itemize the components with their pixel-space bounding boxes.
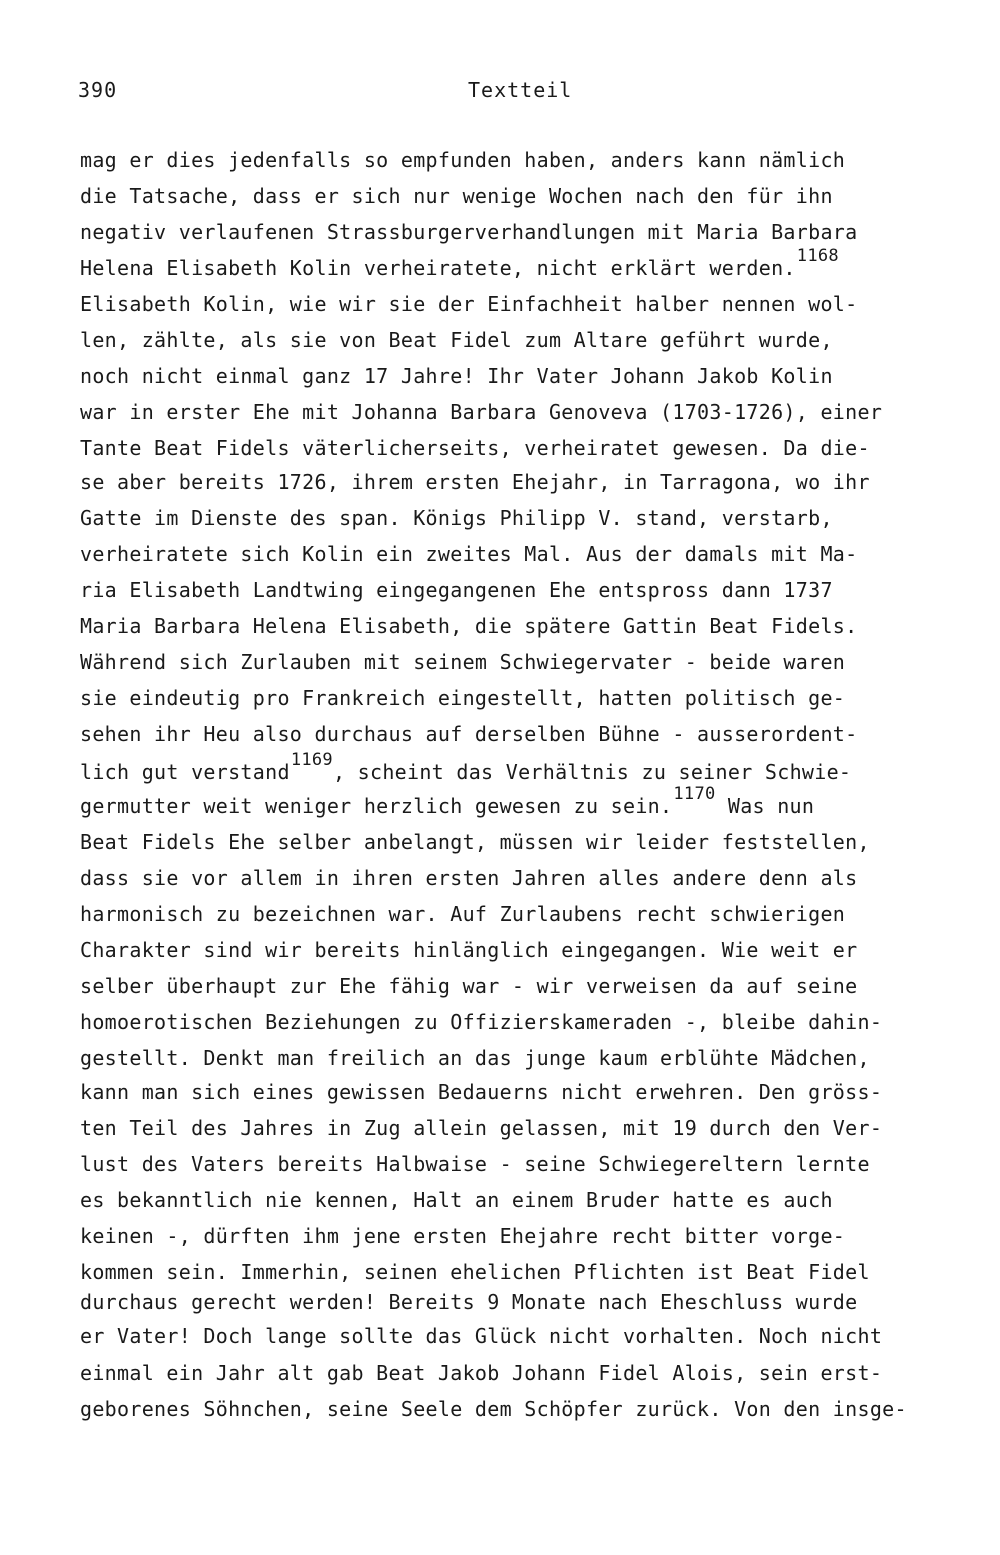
- text-line: kann man sich eines gewissen Bedauerns nicht erwehren. Den gröss-: [80, 1080, 883, 1104]
- text-line: Während sich Zurlauben mit seinem Schwiegervater - beide waren: [80, 650, 846, 674]
- text-line: mag er dies jedenfalls so empfunden haben, anders kann nämlich: [80, 148, 846, 172]
- text-line: keinen -, dürften ihm jene ersten Ehejahre recht bitter vorge-: [80, 1224, 846, 1248]
- running-head: Textteil: [468, 78, 573, 102]
- text-line: Gatte im Dienste des span. Königs Philipp V. stand, verstarb,: [80, 506, 833, 530]
- footnote-ref: 1170: [673, 784, 716, 804]
- text-line: gestellt. Denkt man freilich an das junge kaum erblühte Mädchen,: [80, 1046, 870, 1070]
- text-line: geborenes Söhnchen, seine Seele dem Schöpfer zurück. Von den insge-: [80, 1397, 907, 1421]
- text-line: ria Elisabeth Landtwing eingegangenen Ehe entspross dann 1737: [80, 578, 833, 602]
- text-line: homoerotischen Beziehungen zu Offizierskameraden -, bleibe dahin-: [80, 1010, 883, 1034]
- text-line: noch nicht einmal ganz 17 Jahre! Ihr Vater Johann Jakob Kolin: [80, 364, 833, 388]
- text-line: len, zählte, als sie von Beat Fidel zum Altare geführt wurde,: [80, 328, 833, 352]
- text-line: lich gut verstand$^{1169}$, scheint das Verhältnis zu seiner Schwie-: [80, 750, 852, 784]
- text-line: einmal ein Jahr alt gab Beat Jakob Johann Fidel Alois, sein erst-: [80, 1361, 883, 1385]
- text-line: lust des Vaters bereits Halbwaise - seine Schwiegereltern lernte: [80, 1152, 870, 1176]
- text-line: sie eindeutig pro Frankreich eingestellt, hatten politisch ge-: [80, 686, 846, 710]
- text-line: Charakter sind wir bereits hinlänglich eingegangen. Wie weit er: [80, 938, 858, 962]
- text-line: selber überhaupt zur Ehe fähig war - wir verweisen da auf seine: [80, 974, 858, 998]
- text-line: Helena Elisabeth Kolin verheiratete, nicht erklärt werden.$^{1168}$: [80, 246, 839, 280]
- text-line: negativ verlaufenen Strassburgerverhandlungen mit Maria Barbara: [80, 220, 858, 244]
- text-line: kommen sein. Immerhin, seinen ehelichen Pflichten ist Beat Fidel: [80, 1260, 870, 1284]
- text-line: war in erster Ehe mit Johanna Barbara Genoveva (1703-1726), einer: [80, 400, 883, 424]
- text-line: verheiratete sich Kolin ein zweites Mal. Aus der damals mit Ma-: [80, 542, 858, 566]
- text-line: germutter weit weniger herzlich gewesen zu sein.$^{1170}$ Was nun: [80, 784, 815, 818]
- text-line: er Vater! Doch lange sollte das Glück nicht vorhalten. Noch nicht: [80, 1324, 883, 1348]
- text-line: harmonisch zu bezeichnen war. Auf Zurlaubens recht schwierigen: [80, 902, 846, 926]
- text-line: es bekanntlich nie kennen, Halt an einem Bruder hatte es auch: [80, 1188, 833, 1212]
- text-line: sehen ihr Heu also durchaus auf derselben Bühne - ausserordent-: [80, 722, 858, 746]
- text-line: Beat Fidels Ehe selber anbelangt, müssen wir leider feststellen,: [80, 830, 870, 854]
- text-line: die Tatsache, dass er sich nur wenige Wochen nach den für ihn: [80, 184, 833, 208]
- text-line: Elisabeth Kolin, wie wir sie der Einfachheit halber nennen wol-: [80, 292, 858, 316]
- text-line: se aber bereits 1726, ihrem ersten Ehejahr, in Tarragona, wo ihr: [80, 470, 870, 494]
- text-line: dass sie vor allem in ihren ersten Jahren alles andere denn als: [80, 866, 858, 890]
- text-line: ten Teil des Jahres in Zug allein gelassen, mit 19 durch den Ver-: [80, 1116, 883, 1140]
- footnote-ref: 1168: [796, 246, 839, 266]
- text-line: durchaus gerecht werden! Bereits 9 Monate nach Eheschluss wurde: [80, 1290, 858, 1314]
- text-line: Tante Beat Fidels väterlicherseits, verheiratet gewesen. Da die-: [80, 436, 870, 460]
- text-line: Maria Barbara Helena Elisabeth, die spätere Gattin Beat Fidels.: [80, 614, 858, 638]
- page-number: 390: [78, 78, 118, 102]
- footnote-ref: 1169: [290, 750, 333, 770]
